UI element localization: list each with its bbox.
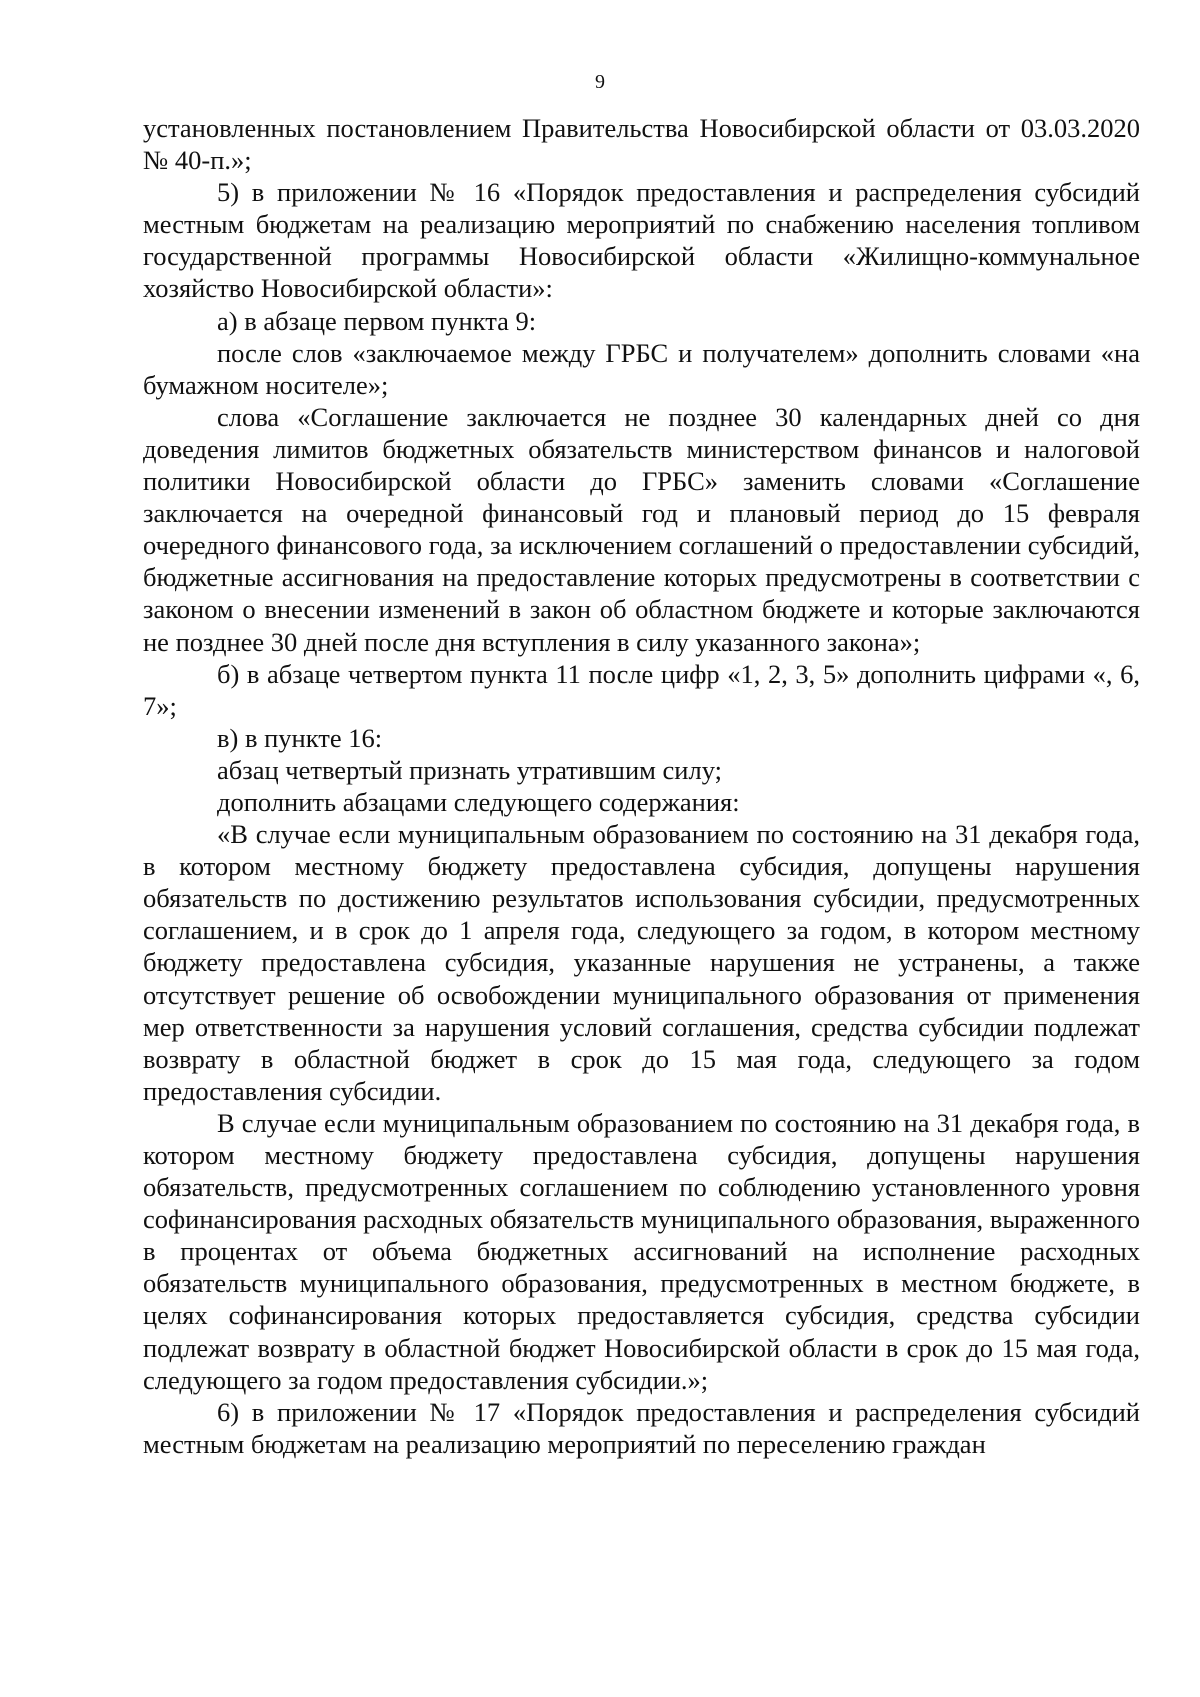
paragraph-6: б) в абзаце четвертом пункта 11 после цифр «1, 2, 3, 5» дополнить цифрами «, 6, 7»; [143,658,1140,721]
paragraph-7: в) в пункте 16: [217,722,383,753]
paragraph-10: «В случае если муниципальным образованием по состоянию на 31 декабря года, в котором местному бюджету предоставлена субсидия, допущены нарушения обязательств по достижению результатов использования субсидии, предусмотренных соглашением, и в срок до 1 апреля года, следующего за годом, в котором местному бюджету предоставлена субсидия, указанные нарушения не устранены, а также отсутствует решение об освобождении муниципального образования от применения мер ответственности за нарушения условий соглашения, средства субсидии подлежат возврату в областной бюджет в срок до 15 мая года, следующего за годом предоставления субсидии. [143,819,1140,1106]
paragraph-9: дополнить абзацами следующего содержания: [217,786,740,817]
page-number: 9 [595,71,605,93]
paragraph-8: абзац четвертый признать утратившим силу; [217,754,722,785]
paragraph-12: 6) в приложении № 17 «Порядок предоставления и распределения субсидий местным бюджетам на реализацию мероприятий по переселению граждан [143,1396,1140,1459]
paragraph-4: после слов «заключаемое между ГРБС и получателем» дополнить словами «на бумажном носителе»; [143,337,1140,400]
paragraph-3: а) в абзаце первом пункта 9: [217,305,537,336]
paragraph-5: слова «Соглашение заключается не позднее 30 календарных дней со дня доведения лимитов бюджетных обязательств министерством финансов и налоговой политики Новосибирской области до ГРБС» заменить словами «Соглашение заключается на очередной финансовый год и плановый период до 15 февраля очередного финансового года, за исключением соглашений о предоставлении субсидий, бюджетные ассигнования на предоставление которых предусмотрены в соответствии с законом о внесении изменений в закон об областном бюджете и которые заключаются не позднее 30 дней после дня вступления в силу указанного закона»; [143,401,1140,657]
paragraph-2: 5) в приложении № 16 «Порядок предоставления и распределения субсидий местным бюджетам на реализацию мероприятий по снабжению населения топливом государственной программы Новосибирской области «Жилищно-коммунальное хозяйство Новосибирской области»: [143,177,1140,304]
paragraph-1: установленных постановлением Правительства Новосибирской области от 03.03.2020 № 40-п.»; [143,113,1140,176]
paragraph-11: В случае если муниципальным образованием по состоянию на 31 декабря года, в котором местному бюджету предоставлена субсидия, допущены нарушения обязательств, предусмотренных соглашением по соблюдению установленного уровня софинансирования расходных обязательств муниципального образования, выраженного в процентах от объема бюджетных ассигнований на исполнение расходных обязательств муниципального образования, предусмотренных в местном бюджете, в целях софинансирования которых предоставляется субсидия, средства субсидии подлежат возврату в областной бюджет Новосибирской области в срок до 15 мая года, следующего за годом предоставления субсидии.»; [143,1107,1140,1395]
document-body [143,112,1140,1460]
